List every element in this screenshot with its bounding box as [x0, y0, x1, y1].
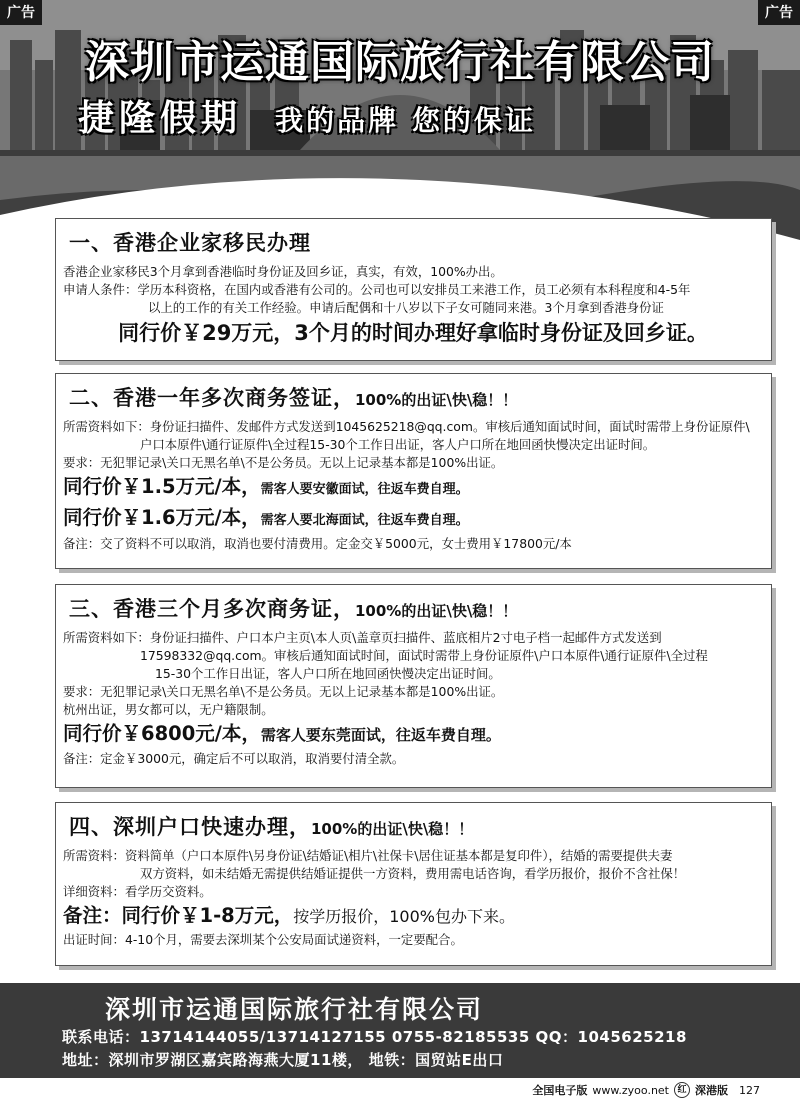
section-title-tail: 100%的出证\快\稳！！ [355, 391, 518, 409]
footer-address: 地址：深圳市罗湖区嘉宾路海燕大厦11楼， 地铁：国贸站E出口 [62, 1051, 504, 1069]
brand-line [78, 90, 536, 141]
section-text: 17598332@qq.com。审核后通知面试时间，面试时需带上身份证原件\户口本原件\通行证原件\全过程 [140, 648, 708, 663]
section-text: 所需资料：资料简单（户口本原件\另身份证\结婚证\相片\社保卡\居住证基本都是复印件），结婚的需要提供夫妻 [63, 848, 673, 863]
price-note: 需客人要东莞面试，往返车费自理。 [260, 726, 501, 744]
section-text: 详细资料：看学历交资料。 [63, 884, 212, 899]
section-title-main: 二、香港一年多次商务签证， [69, 386, 355, 410]
section-price [63, 720, 763, 749]
section-text: 香港企业家移民3个月拿到香港临时身份证及回乡证，真实，有效，100%办出。 [63, 264, 503, 279]
header-banner [0, 0, 800, 240]
section-remark: 出证时间：4-10个月，需要去深圳某个公安局面试递资料，一定要配合。 [63, 932, 463, 947]
section-text: 所需资料如下：身份证扫描件、户口本户主页\本人页\盖章页扫描件、蓝底相片2寸电子档一起邮件方式发送到 [63, 630, 662, 645]
price-value: 同行价￥1.5万元/本， [63, 475, 261, 498]
price-note: 需客人要安徽面试，往返车费自理。 [260, 482, 469, 497]
website-link[interactable]: www.zyoo.net [592, 1083, 669, 1097]
section-text: 以上的工作的有关工作经验。申请后配偶和十八岁以下子女可随同来港。3个月拿到香港身份证 [148, 300, 664, 315]
section-title: 一、香港企业家移民办理 [69, 231, 311, 255]
section-text: 杭州出证，男女都可以，无户籍限制。 [63, 702, 274, 717]
brand-name: 捷隆假期 [78, 97, 243, 139]
ad-label-left: 广告 [0, 0, 42, 25]
bottom-info [532, 1082, 760, 1098]
section-price [63, 504, 763, 534]
section-remark: 备注：定金￥3000元，确定后不可以取消，取消要付清全款。 [63, 751, 405, 766]
section-title [69, 382, 763, 412]
edition-name: 深港版 [695, 1084, 728, 1097]
section-text: 双方资料，如未结婚无需提供结婚证提供一方资料，费用需电话咨询，看学历报价，报价不含社保！ [140, 866, 686, 881]
brand-slogan: 我的品牌 您的保证 [275, 104, 536, 137]
price-note: 需客人要北海面试，往返车费自理。 [260, 513, 469, 528]
section-text: 要求：无犯罪记录\关口无黑名单\不是公务员。无以上记录基本都是100%出证。 [63, 455, 504, 470]
price-note: 按学历报价，100%包办下来。 [293, 907, 515, 926]
page-number: 127 [739, 1083, 760, 1097]
section-title [69, 811, 763, 841]
section-title-main: 四、深圳户口快速办理， [69, 815, 311, 839]
price-value: 备注：同行价￥1-8万元， [63, 904, 294, 927]
section-title-tail: 100%的出证\快\稳！！ [355, 602, 518, 620]
section-price [63, 902, 763, 930]
footer-company-name: 深圳市运通国际旅行社有限公司 [105, 995, 484, 1024]
company-title: 深圳市运通国际旅行社有限公司 [85, 37, 715, 88]
section-text: 15-30个工作日出证，客人户口所在地回函快慢决定出证时间。 [155, 666, 501, 681]
section-hk-entrepreneur-immigration [55, 218, 772, 361]
publisher-logo-icon: 红 [674, 1082, 690, 1098]
section-remark: 备注：交了资料不可以取消，取消也要付清费用。定金交￥5000元，女士费用￥17800元/本 [63, 536, 572, 551]
section-title-tail: 100%的出证\快\稳！！ [311, 820, 474, 838]
section-price [63, 473, 763, 503]
section-text: 申请人条件：学历本科资格，在国内或香港有公司的。公司也可以安排员工来港工作，员工必须有本科程度和4-5年 [63, 282, 691, 297]
price-value: 同行价￥6800元/本， [63, 722, 261, 745]
ad-label-right: 广告 [758, 0, 800, 25]
edition-label: 全国电子版 [532, 1084, 588, 1097]
section-hk-three-month-business-visa [55, 584, 772, 788]
footer-phone: 联系电话：13714144055/13714127155 0755-82185535 QQ：1045625218 [62, 1028, 687, 1046]
section-shenzhen-hukou [55, 802, 772, 966]
section-hk-one-year-business-visa [55, 373, 772, 569]
section-title [69, 593, 763, 623]
footer-contact [0, 983, 800, 1078]
section-price: 同行价￥29万元，3个月的时间办理好拿临时身份证及回乡证。 [118, 321, 708, 345]
section-title-main: 三、香港三个月多次商务证， [69, 597, 355, 621]
price-value: 同行价￥1.6万元/本， [63, 506, 261, 529]
section-text: 户口本原件\通行证原件\全过程15-30个工作日出证，客人户口所在地回函快慢决定出证时间。 [140, 437, 656, 452]
page-bottom-bar [0, 1078, 800, 1100]
section-text: 所需资料如下：身份证扫描件、发邮件方式发送到1045625218@qq.com。审核后通知面试时间，面试时需带上身份证原件\ [63, 419, 750, 434]
section-text: 要求：无犯罪记录\关口无黑名单\不是公务员。无以上记录基本都是100%出证。 [63, 684, 504, 699]
